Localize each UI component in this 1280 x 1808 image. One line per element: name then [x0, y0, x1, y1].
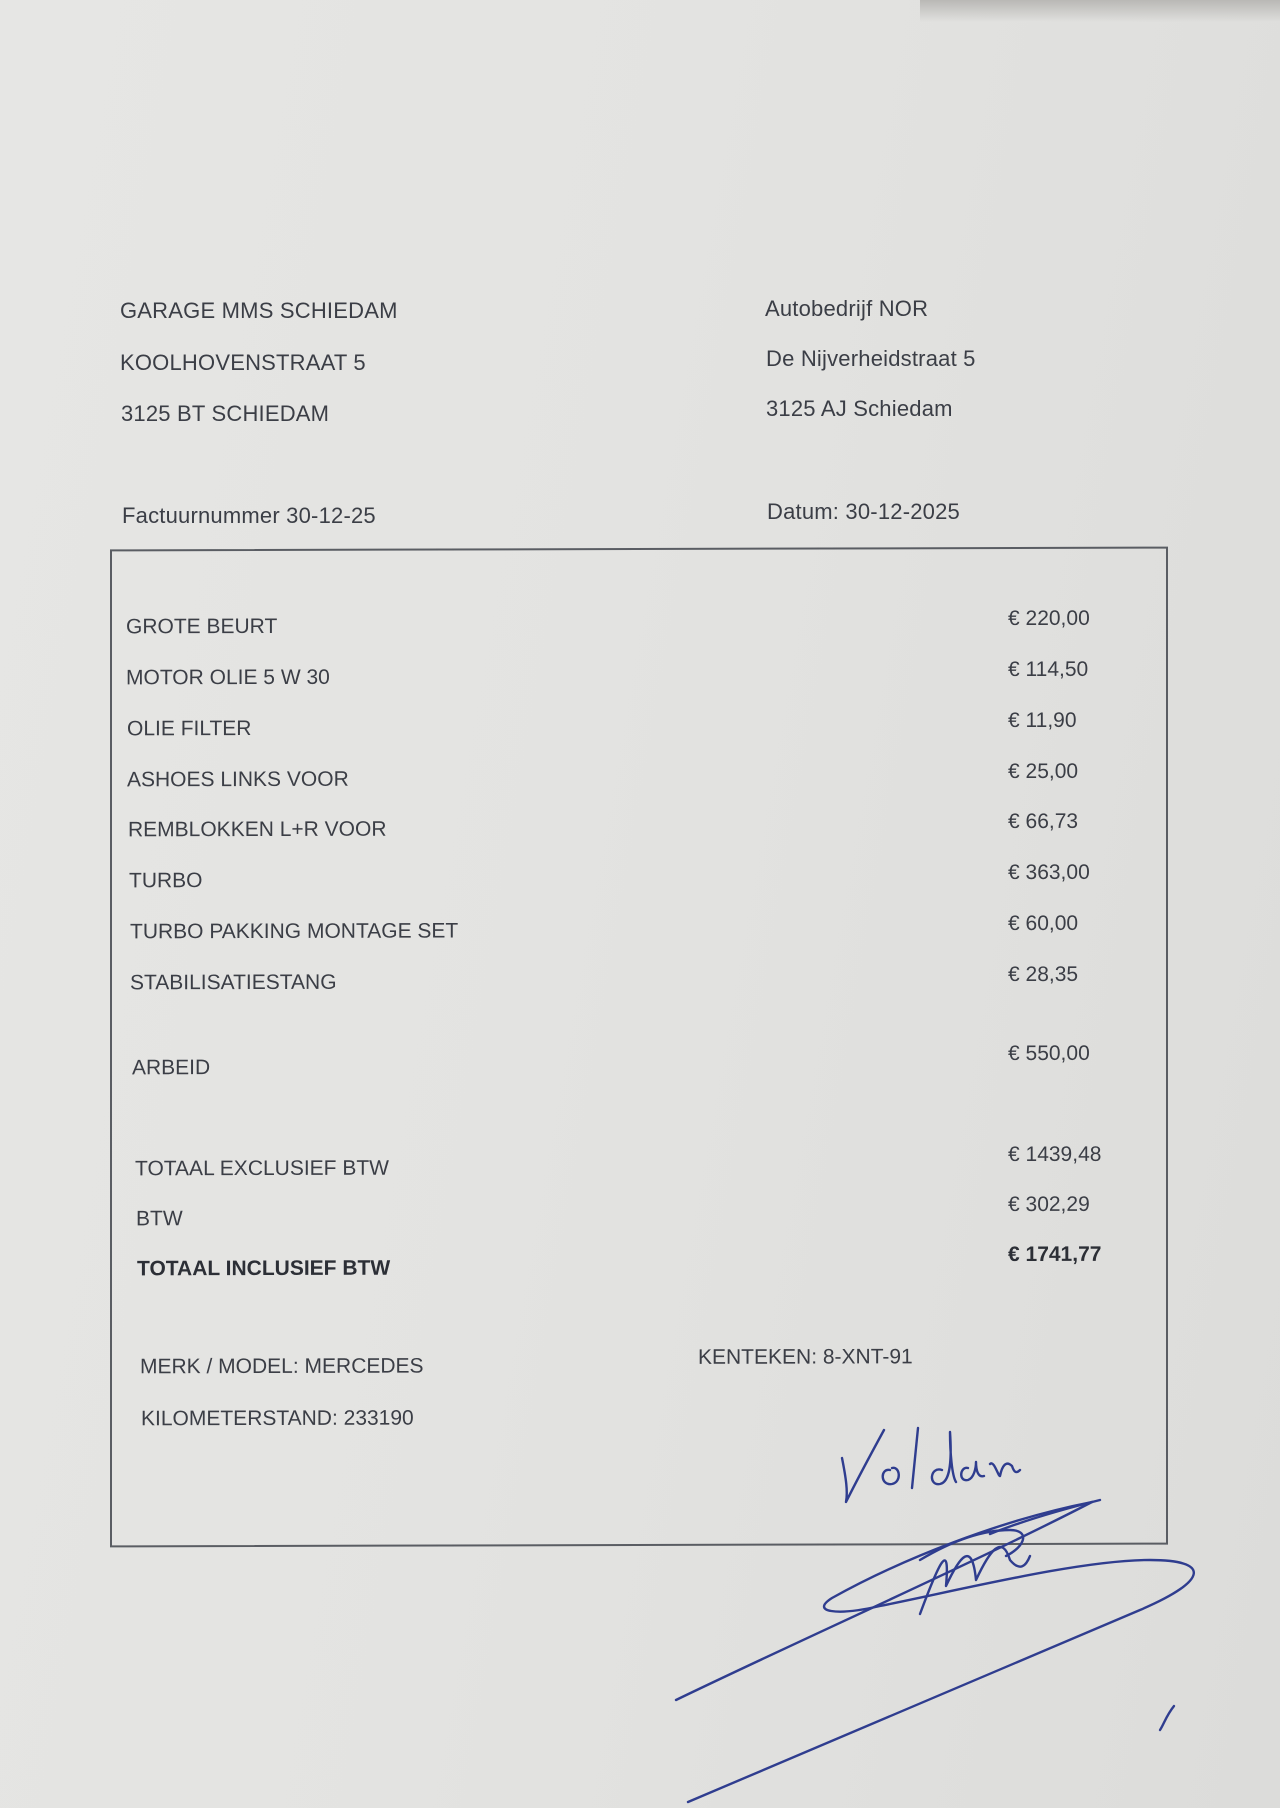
line-item — [112, 708, 1166, 748]
total-row — [112, 1242, 1166, 1288]
vehicle-model-row — [112, 1345, 1166, 1386]
subtotal-label: TOTAAL EXCLUSIEF BTW — [135, 1156, 389, 1181]
item-description: MOTOR OLIE 5 W 30 — [126, 665, 330, 690]
item-amount: € 28,35 — [1008, 962, 1079, 987]
item-amount: € 363,00 — [1008, 860, 1090, 885]
item-amount: € 11,90 — [1008, 708, 1077, 733]
item-amount: € 25,00 — [1008, 759, 1079, 784]
item-amount: € 114,50 — [1008, 657, 1089, 682]
invoice-number: Factuurnummer 30-12-25 — [122, 503, 376, 528]
item-amount: € 220,00 — [1008, 606, 1090, 631]
sender-name: GARAGE MMS SCHIEDAM — [120, 298, 398, 323]
recipient-city: 3125 AJ Schiedam — [766, 396, 953, 421]
item-amount: € 60,00 — [1008, 911, 1079, 936]
total-label: TOTAAL INCLUSIEF BTW — [137, 1256, 391, 1281]
invoice-date: Datum: 30-12-2025 — [767, 499, 960, 524]
item-description: REMBLOKKEN L+R VOOR — [128, 817, 387, 842]
subtotal-row — [112, 1142, 1166, 1188]
labor-row — [112, 1041, 1166, 1087]
item-description: TURBO — [129, 869, 203, 893]
vehicle-plate: KENTEKEN: 8-XNT-91 — [698, 1345, 913, 1369]
vat-row — [112, 1192, 1166, 1238]
item-description: TURBO PAKKING MONTAGE SET — [130, 919, 459, 944]
item-description: GROTE BEURT — [126, 614, 278, 639]
vat-amount: € 302,29 — [1008, 1192, 1090, 1217]
item-description: OLIE FILTER — [127, 717, 252, 741]
labor-amount: € 550,00 — [1008, 1041, 1090, 1066]
sender-street: KOOLHOVENSTRAAT 5 — [120, 350, 366, 375]
line-item — [112, 911, 1166, 951]
line-item — [112, 962, 1166, 1002]
subtotal-amount: € 1439,48 — [1008, 1142, 1102, 1167]
page-corner-shadow — [920, 0, 1280, 22]
total-amount: € 1741,77 — [1008, 1242, 1102, 1267]
recipient-name: Autobedrijf NOR — [765, 296, 929, 321]
invoice-table — [110, 547, 1168, 1548]
item-description: ASHOES LINKS VOOR — [127, 767, 349, 792]
line-item — [112, 606, 1166, 646]
sender-city: 3125 BT SCHIEDAM — [121, 401, 330, 426]
item-amount: € 66,73 — [1008, 809, 1079, 834]
vehicle-mileage: KILOMETERSTAND: 233190 — [141, 1406, 414, 1431]
line-item — [112, 860, 1166, 900]
line-item — [112, 809, 1166, 849]
signature-handwriting — [920, 1547, 1030, 1614]
line-item — [112, 759, 1166, 799]
vehicle-mileage-row — [112, 1405, 1166, 1438]
recipient-street: De Nijverheidstraat 5 — [766, 346, 976, 371]
labor-description: ARBEID — [132, 1056, 211, 1080]
line-item — [112, 657, 1166, 697]
item-description: STABILISATIESTANG — [130, 970, 337, 995]
vehicle-model: MERK / MODEL: MERCEDES — [140, 1354, 424, 1379]
vat-label: BTW — [136, 1207, 183, 1231]
